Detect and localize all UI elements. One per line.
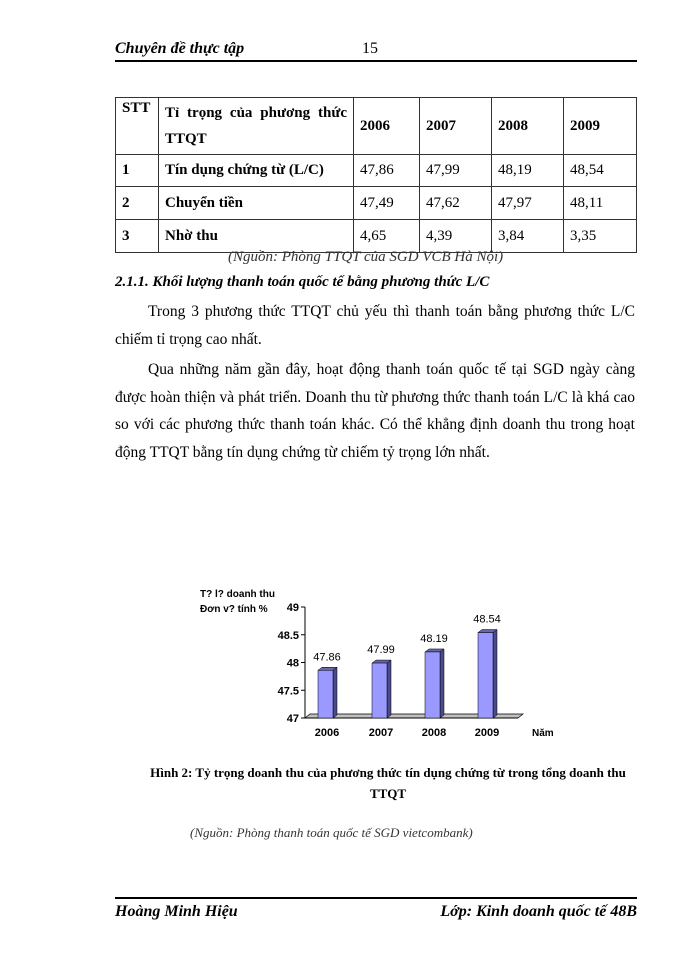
bar-2007 — [372, 663, 387, 718]
bar-side — [387, 660, 391, 718]
cell: 47,97 — [492, 187, 564, 220]
footer-class: Lớp: Kinh doanh quốc tế 48B — [440, 903, 637, 920]
cell: 2 — [116, 187, 159, 220]
x-tick-label: 2009 — [474, 727, 500, 739]
footer-divider — [115, 897, 637, 899]
cell: 3,35 — [564, 220, 637, 253]
cell: 4,39 — [420, 220, 492, 253]
table-row — [116, 155, 637, 187]
section-heading: 2.1.1. Khối lượng thanh toán quốc tế bằng phương thức L/C — [115, 274, 490, 290]
paragraph: Qua những năm gần đây, hoạt động thanh toán quốc tế tại SGD ngày càng được hoàn thiện và phát triển. Doanh thu từ phương thức thanh toán L/C là khá cao so với các phương thức thanh toán khác. Có thể khẳng định doanh thu trong hoạt động TTQT bằng tín dụng chứng từ chiếm tỷ trọng lớn nhất. — [115, 361, 635, 461]
data-label: 47.86 — [313, 651, 341, 664]
header-divider — [115, 60, 637, 62]
header-title: Chuyên đề thực tập — [115, 40, 245, 57]
header-cell: 2006 — [354, 98, 420, 155]
cell: 47,62 — [420, 187, 492, 220]
cell: Nhờ thu — [159, 220, 354, 253]
cell: 4,65 — [354, 220, 420, 253]
cell: 47,49 — [354, 187, 420, 220]
bar-2008 — [425, 652, 440, 718]
paragraph: Trong 3 phương thức TTQT chủ yếu thì thanh toán bằng phương thức L/C chiếm tỉ trọng cao nhất. — [115, 303, 635, 348]
table-row — [116, 187, 637, 220]
header-cell: 2009 — [564, 98, 637, 155]
figure-caption: Hình 2: Tỷ trọng doanh thu của phương thức tín dụng chứng từ trong tổng doanh thu TTQT — [150, 765, 626, 801]
x-tick-label: 2008 — [421, 727, 447, 739]
header-cell: Tỉ trọng của phương thức TTQT — [159, 98, 354, 155]
ttqt-share-table — [115, 97, 637, 253]
x-tick-label: 2007 — [368, 727, 394, 739]
cell: 48,19 — [492, 155, 564, 187]
header-cell: 2007 — [420, 98, 492, 155]
cell: 3 — [116, 220, 159, 253]
footer-author: Hoàng Minh Hiệu — [115, 903, 238, 920]
y-axis-label: Đơn v? tính % — [200, 604, 268, 615]
cell: 48,54 — [564, 155, 637, 187]
y-tick-label: 47.5 — [277, 685, 299, 698]
cell: 47,86 — [354, 155, 420, 187]
cell: Tín dụng chứng từ (L/C) — [159, 155, 354, 187]
y-tick-label: 49 — [286, 602, 299, 614]
cell: 3,84 — [492, 220, 564, 253]
cell: 1 — [116, 155, 159, 187]
data-label: 48.19 — [420, 632, 448, 645]
revenue-share-chart — [0, 580, 700, 750]
cell: Chuyển tiền — [159, 187, 354, 220]
y-tick-label: 47 — [286, 713, 299, 725]
y-tick-label: 48.5 — [277, 629, 299, 642]
header-cell: STT — [116, 98, 159, 155]
bar-side — [493, 630, 497, 718]
bar-side — [440, 649, 444, 718]
bar-side — [333, 667, 337, 718]
table-header-row — [116, 98, 637, 155]
cell: 48,11 — [564, 187, 637, 220]
x-tick-label: 2006 — [314, 727, 340, 739]
data-label: 47.99 — [367, 644, 395, 657]
y-axis-label: T? l? doanh thu — [200, 589, 275, 600]
table-source: (Nguồn: Phòng TTQT của SGD VCB Hà Nội) — [228, 249, 504, 265]
figure-source: (Nguồn: Phòng thanh toán quốc tế SGD vietcombank) — [190, 825, 473, 840]
x-axis-label: Năm — [532, 728, 554, 739]
cell: 47,99 — [420, 155, 492, 187]
y-tick-label: 48 — [286, 657, 299, 670]
bar-2009 — [478, 633, 493, 718]
table-row — [116, 220, 637, 253]
header-cell: 2008 — [492, 98, 564, 155]
page-number: 15 — [362, 40, 378, 57]
bar-2006 — [318, 670, 333, 718]
data-label: 48.54 — [473, 613, 501, 626]
